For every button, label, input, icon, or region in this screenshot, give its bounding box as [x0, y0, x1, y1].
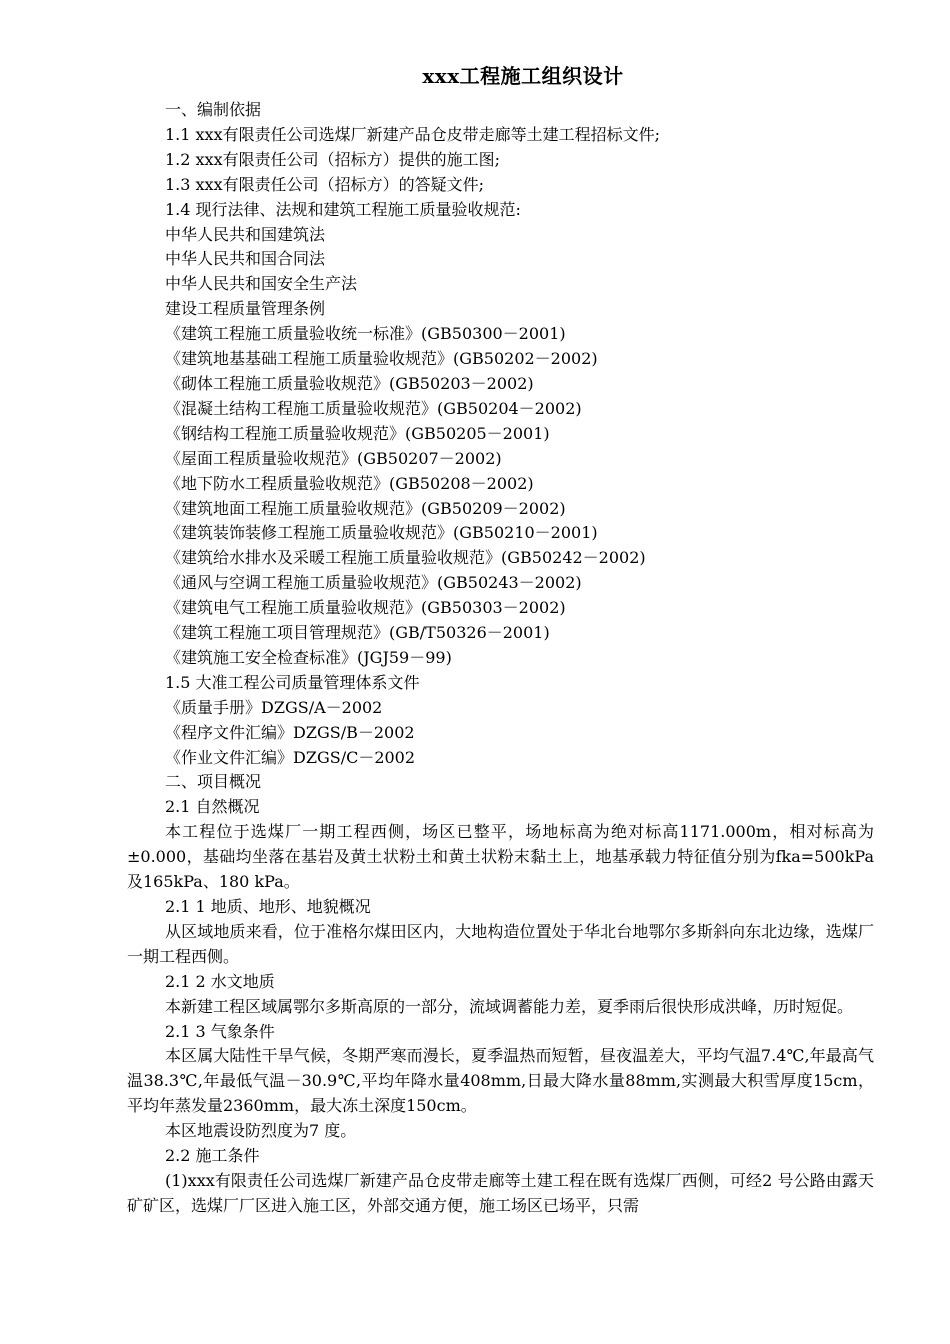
basis-item: 1.4 现行法律、法规和建筑工程施工质量验收规范:	[165, 199, 521, 219]
subsection-heading: 2.1 2 水文地质	[165, 971, 275, 991]
basis-item: 1.3 xxx有限责任公司（招标方）的答疑文件;	[165, 174, 484, 194]
law-item: 中华人民共和国建筑法	[165, 224, 326, 244]
subsection-heading: 2.1 自然概况	[165, 797, 260, 817]
standard-item: 《建筑电气工程施工质量验收规范》(GB50303－2002)	[165, 598, 566, 618]
body-paragraph: 本区属大陆性干旱气候，冬期严寒而漫长，夏季温热而短暂，昼夜温差大，平均气温7.4℃,年最高气温38.3℃,年最低气温－30.9℃,平均年降水量408mm,日最大降水量88mm,实测最大积雪厚度15cm，平均年蒸发量2360mm，最大冻土深度150cm。	[127, 1046, 874, 1116]
law-item: 建设工程质量管理条例	[165, 299, 326, 319]
basis-item: 1.2 xxx有限责任公司（招标方）提供的施工图;	[165, 149, 500, 169]
document-body	[127, 98, 874, 1219]
standard-item: 《砌体工程施工质量验收规范》(GB50203－2002)	[165, 373, 534, 393]
subsection-heading: 2.1 1 地质、地形、地貌概况	[165, 897, 371, 916]
standard-item: 《建筑装饰装修工程施工质量验收规范》(GB50210－2001)	[165, 523, 598, 543]
standard-item: 《建筑地面工程施工质量验收规范》(GB50209－2002)	[165, 498, 566, 518]
standard-item: 《建筑地基基础工程施工质量验收规范》(GB50202－2002)	[165, 349, 598, 369]
law-item: 中华人民共和国安全生产法	[165, 274, 358, 294]
body-paragraph: 本新建工程区域属鄂尔多斯高原的一部分，流域调蓄能力差，夏季雨后很快形成洪峰，历时短促。	[165, 996, 854, 1016]
qms-document-item: 《作业文件汇编》DZGS/C－2002	[165, 747, 416, 767]
body-paragraph: 本区地震设防烈度为7 度。	[165, 1121, 357, 1141]
standard-item: 《钢结构工程施工质量验收规范》(GB50205－2001)	[165, 423, 550, 443]
standard-item: 《建筑给水排水及采暖工程施工质量验收规范》(GB50242－2002)	[165, 548, 646, 568]
section-heading-overview: 二、项目概况	[165, 772, 262, 792]
qms-document-item: 《程序文件汇编》DZGS/B－2002	[165, 722, 415, 742]
body-paragraph: 从区域地质来看，位于准格尔煤田区内，大地构造位置处于华北台地鄂尔多斯斜向东北边缘，选煤厂一期工程西侧。	[127, 921, 874, 966]
qms-document-item: 《质量手册》DZGS/A－2002	[165, 697, 383, 717]
standard-item: 《建筑施工安全检查标准》(JGJ59－99)	[165, 647, 452, 667]
law-item: 中华人民共和国合同法	[165, 249, 326, 269]
standard-item: 《屋面工程质量验收规范》(GB50207－2002)	[165, 448, 502, 468]
body-paragraph: (1)xxx有限责任公司选煤厂新建产品仓皮带走廊等土建工程在既有选煤厂西侧，可经2 号公路由露天矿矿区，选煤厂厂区进入施工区，外部交通方便，施工场区已场平，只需	[127, 1170, 874, 1215]
subsection-heading: 2.1 3 气象条件	[165, 1021, 275, 1041]
standard-item: 《通风与空调工程施工质量验收规范》(GB50243－2002)	[165, 573, 582, 593]
basis-item: 1.5 大准工程公司质量管理体系文件	[165, 672, 420, 692]
basis-item: 1.1 xxx有限责任公司选煤厂新建产品仓皮带走廊等土建工程招标文件;	[165, 124, 660, 144]
subsection-heading: 2.2 施工条件	[165, 1146, 260, 1166]
body-paragraph: 本工程位于选煤厂一期工程西侧，场区已整平，场地标高为绝对标高1171.000m，相对标高为±0.000，基础均坐落在基岩及黄土状粉土和黄土状粉末黏土上，地基承载力特征值分别为fka=500kPa 及165kPa、180 kPa。	[127, 822, 874, 892]
document-title: xxx工程施工组织设计	[422, 64, 624, 88]
section-heading-basis: 一、编制依据	[165, 100, 262, 119]
standard-item: 《地下防水工程质量验收规范》(GB50208－2002)	[165, 473, 534, 493]
standard-item: 《建筑工程施工项目管理规范》(GB/T50326－2001)	[165, 623, 550, 643]
standard-item: 《建筑工程施工质量验收统一标准》(GB50300－2001)	[165, 324, 566, 344]
standard-item: 《混凝土结构工程施工质量验收规范》(GB50204－2002)	[165, 398, 582, 418]
